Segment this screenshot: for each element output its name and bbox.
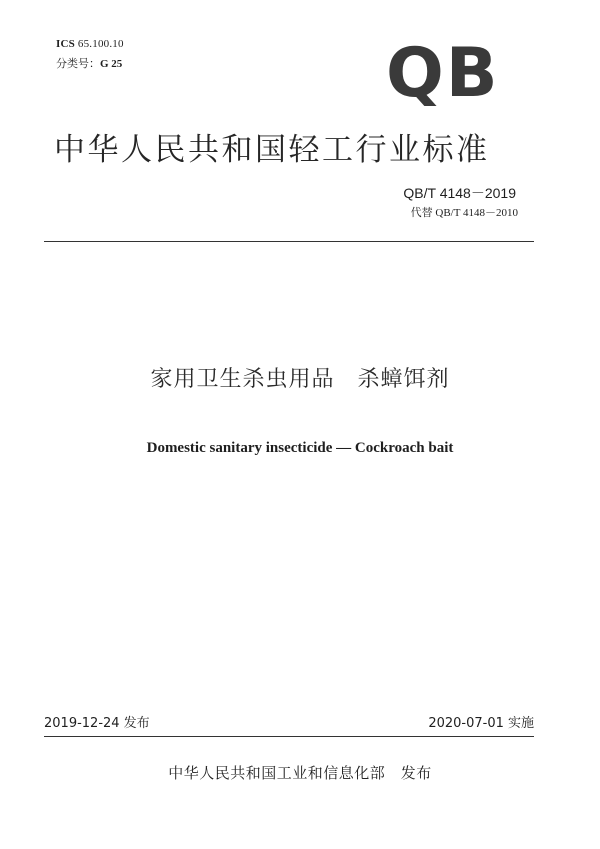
standard-number: QB/T 4148－2019 [403, 185, 516, 201]
replaced-standard: 代替 QB/T 4148－2010 [410, 207, 518, 219]
ics-label: ICS [56, 38, 75, 50]
issue-date: 2019-12-24 发布 [44, 716, 150, 731]
publisher: 中华人民共和国工业和信息化部 发布 [168, 764, 432, 782]
document-title-cn: 家用卫生杀虫用品 杀蟑饵剂 [150, 367, 450, 392]
classification-label: 分类号： [56, 58, 100, 70]
ics-code-line [56, 38, 124, 50]
qb-logo: QB [386, 34, 500, 113]
implementation-date: 2020-07-01 实施 [428, 716, 534, 731]
document-title-en: Domestic sanitary insecticide — Cockroach bait [146, 440, 454, 456]
ics-code: 65.100.10 [77, 38, 124, 50]
classification-line [56, 55, 122, 71]
top-divider [44, 241, 534, 242]
classification-code: G 25 [100, 58, 123, 70]
standard-category-title: 中华人民共和国轻工行业标准 [54, 132, 490, 168]
bottom-divider [44, 736, 534, 737]
